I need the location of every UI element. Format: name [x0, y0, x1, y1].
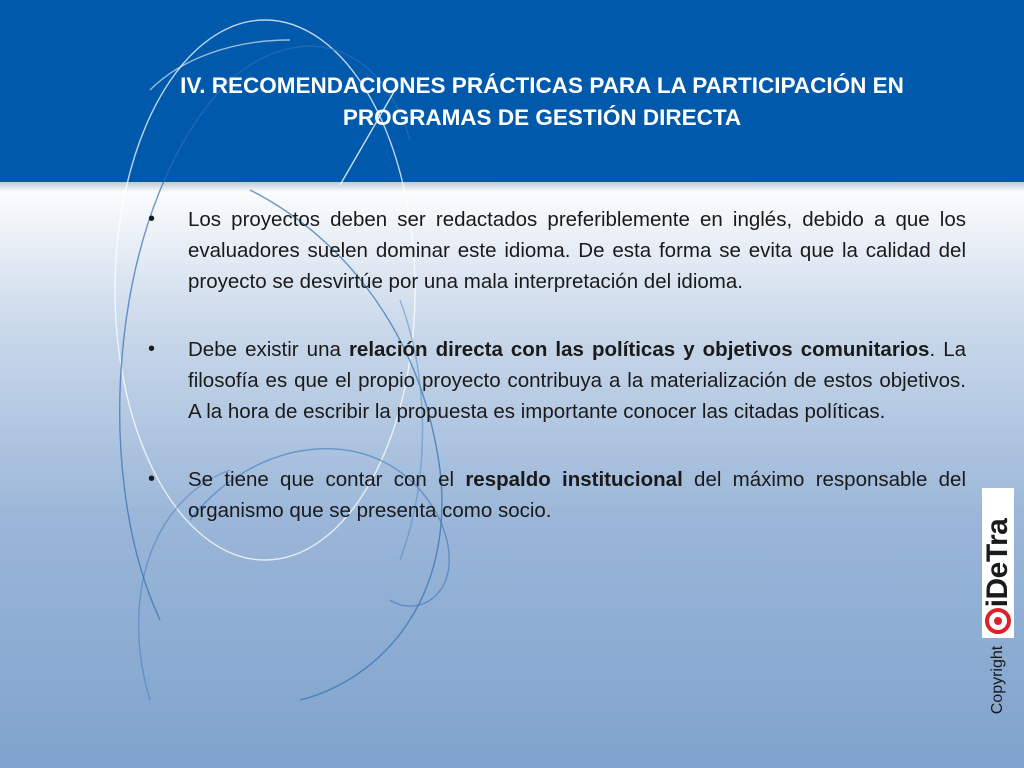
- title-line-1: IV. RECOMENDACIONES PRÁCTICAS PARA LA PARTICIPACIÓN EN: [180, 73, 904, 98]
- bullet-item: [148, 464, 966, 526]
- title-line-2: PROGRAMAS DE GESTIÓN DIRECTA: [342, 105, 742, 130]
- bullet-text-pre: Debe existir una: [188, 338, 349, 361]
- bullet-text-pre: Se tiene que contar con el: [188, 468, 466, 491]
- bullet-text-post: del máximo responsable del organismo que se presenta como socio.: [188, 468, 967, 522]
- bullet-dot-icon: •: [148, 338, 156, 360]
- bullet-dot-icon: •: [148, 208, 156, 230]
- bullet-item: [148, 334, 966, 427]
- header-shadow: [0, 182, 1024, 192]
- logo-text: iDeTra: [981, 518, 1014, 608]
- bullet-text: Los proyectos deben ser redactados preferiblemente en inglés, debido a que los evaluadores suelen dominar este idioma. De esta forma se evita que la calidad del proyecto se desvirtúe por una mala interpretación del idioma.: [188, 208, 966, 293]
- copyright-label: Copyright: [989, 645, 1006, 715]
- slide-title: [120, 70, 964, 134]
- bullet-item: [148, 204, 966, 297]
- target-ring-icon: [985, 608, 1011, 634]
- bullet-dot-icon: •: [148, 468, 156, 490]
- bullet-text-post: . La filosofía es que el propio proyecto contribuya a la materialización de estos objetivos. A la hora de escribir la propuesta es importante conocer las citadas políticas.: [188, 338, 966, 423]
- idetra-logo: [982, 488, 1014, 638]
- bullet-list: [148, 204, 966, 563]
- bullet-text-bold: respaldo institucional: [465, 468, 683, 491]
- bullet-text-bold: relación directa con las políticas y objetivos comunitarios: [348, 338, 930, 361]
